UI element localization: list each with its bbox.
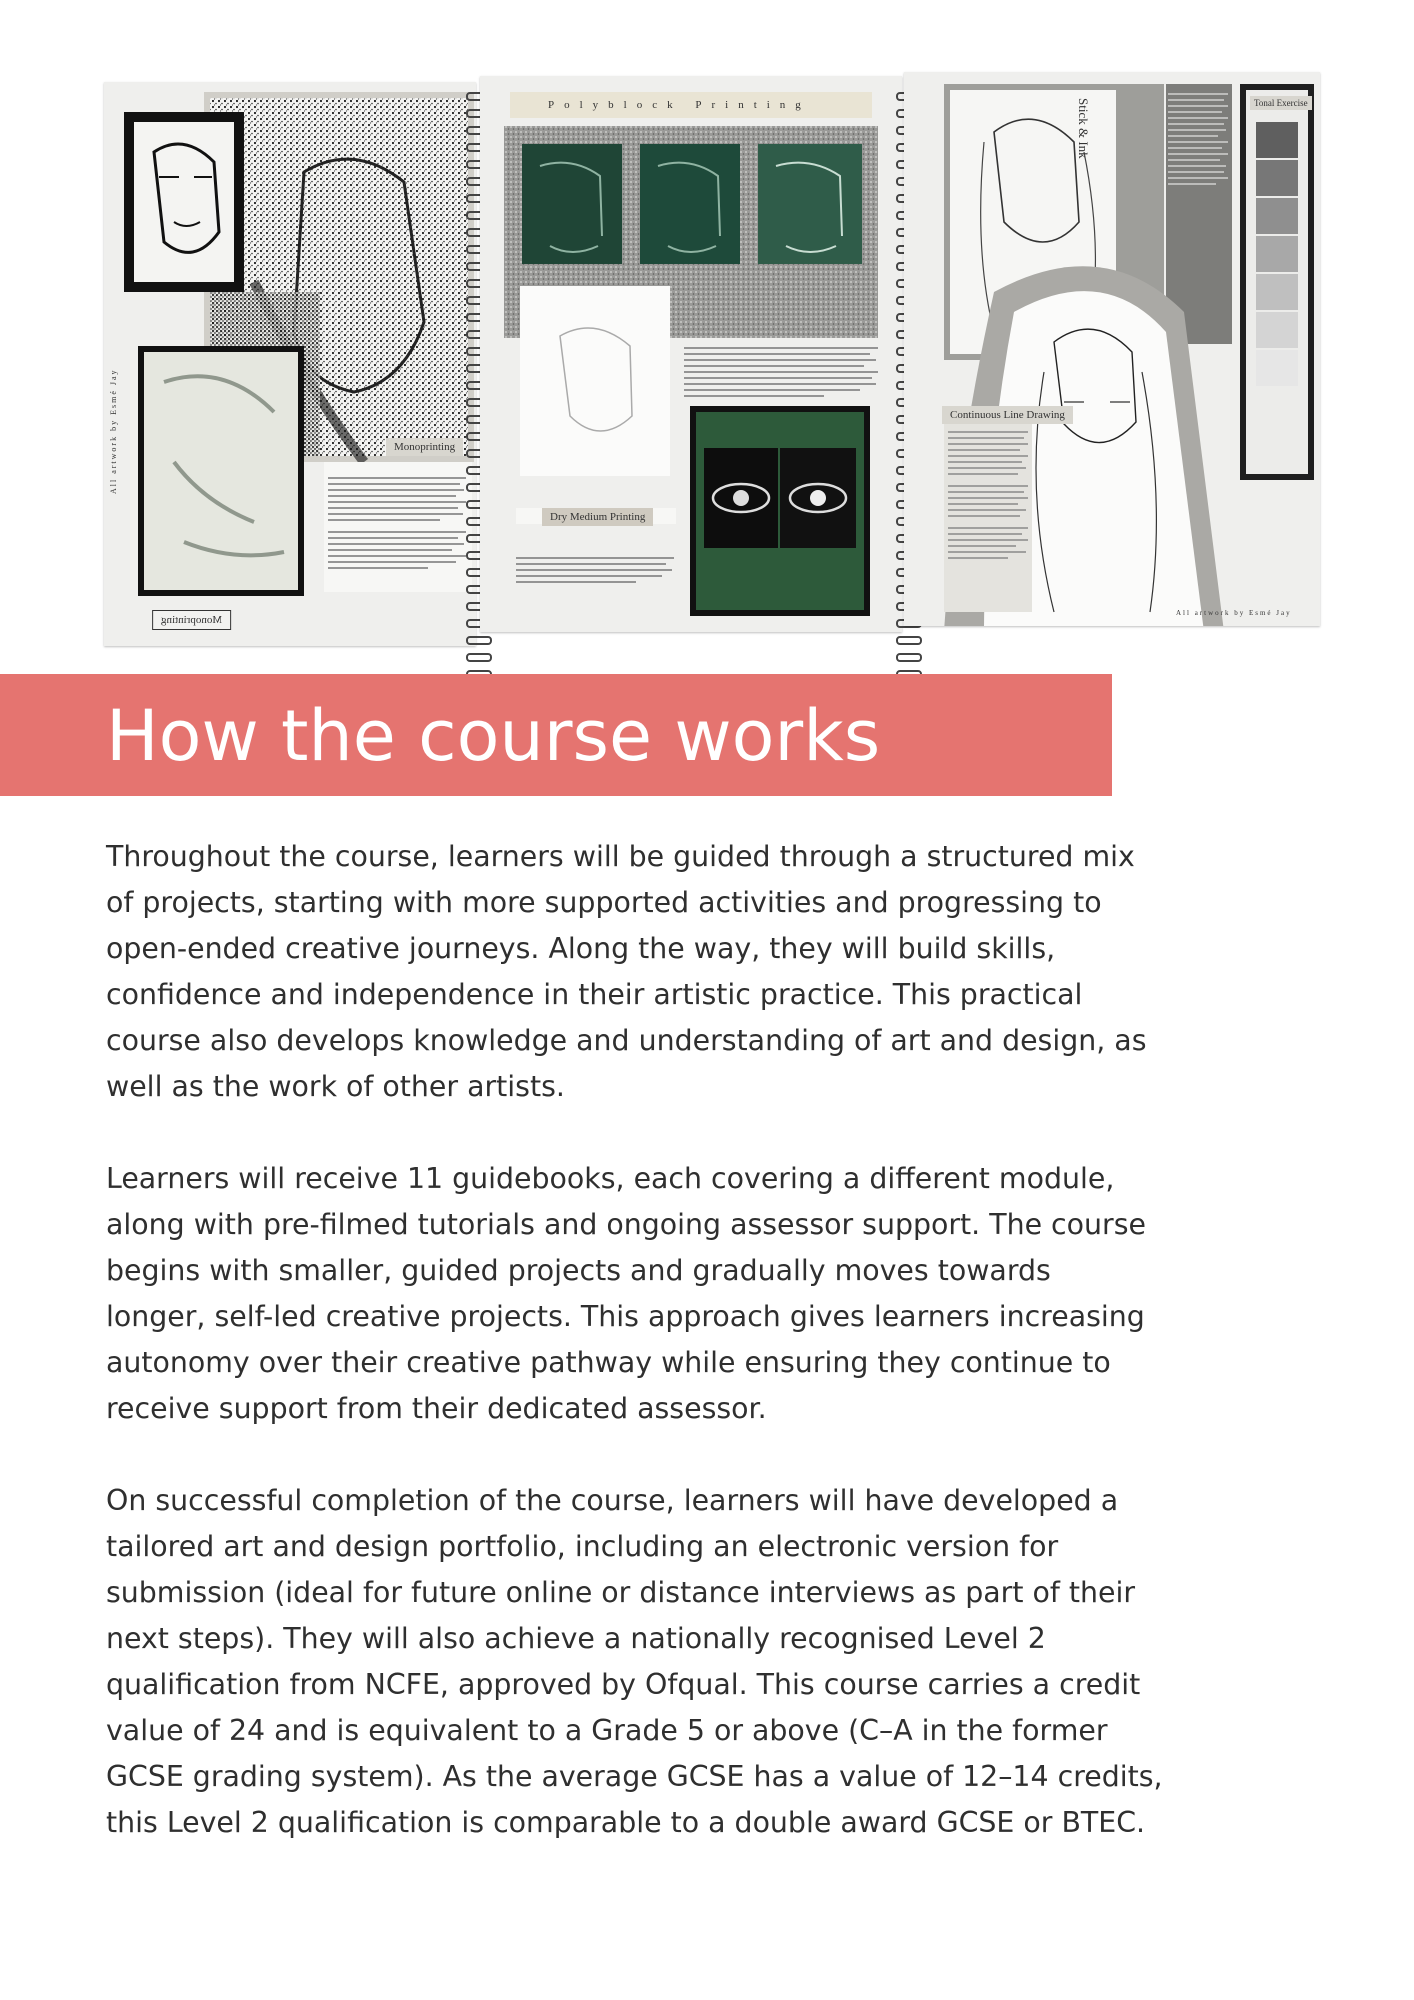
caption-dry-medium: Dry Medium Printing <box>542 508 653 526</box>
monoprinting-notes <box>328 474 468 592</box>
continuous-line-notes <box>948 428 1030 608</box>
caption-tonal-exercise: Tonal Exercise <box>1250 96 1312 110</box>
section-body <box>106 834 1326 1846</box>
sketchbook-page-monoprinting <box>104 82 476 646</box>
sketchbook-page-polyblock <box>480 76 902 632</box>
sketchbook-photo <box>104 72 1320 646</box>
polyblock-notes <box>684 344 880 402</box>
stick-ink-notes <box>1168 90 1230 340</box>
paragraph-guidebooks: Learners will receive 11 guidebooks, each covering a different module, along with pre-filmed tutorials and ongoing assessor support. The course begins with smaller, guided projects and gradually moves towards longer, self-led creative projects. This approach gives learners increasing autonomy over their creative pathway while ensuring they continue to receive support from their dedicated assessor. <box>106 1162 1146 1425</box>
credit-left: All artwork by Esmé Jay <box>109 368 118 494</box>
caption-polyblock: Polyblock Printing <box>548 99 811 111</box>
caption-monoprinting: Monoprinting <box>386 438 463 456</box>
section-title: How the course works <box>106 695 881 777</box>
caption-stick-ink: Stick & Ink <box>1076 98 1091 159</box>
paragraph-qualification: On successful completion of the course, learners will have developed a tailored art and design portfolio, including an electronic version for submission (ideal for future online or distance interviews as part of their next steps). They will also achieve a nationally recognised Level 2 qualification from NCFE, approved by Ofqual. This course carries a credit value of 24 and is equivalent to a Grade 5 or above (C–A in the former GCSE grading system). As the average GCSE has a value of 12–14 credits, this Level 2 qualification is comparable to a double award GCSE or BTEC. <box>106 1484 1163 1839</box>
credit-right: All artwork by Esmé Jay <box>1176 609 1292 617</box>
dry-medium-notes <box>516 554 676 594</box>
paragraph-course-structure: Throughout the course, learners will be guided through a structured mix of projects, starting with more supported activities and progressing to open-ended creative journeys. Along the way, they will build skills, confidence and independence in their artistic practice. This practical course also develops knowledge and understanding of art and design, as well as the work of other artists. <box>106 840 1147 1103</box>
caption-monoprinting-mirrored: Monoprinting <box>152 610 231 630</box>
caption-continuous-line: Continuous Line Drawing <box>942 406 1073 424</box>
sketchbook-page-line-drawing <box>904 72 1320 626</box>
